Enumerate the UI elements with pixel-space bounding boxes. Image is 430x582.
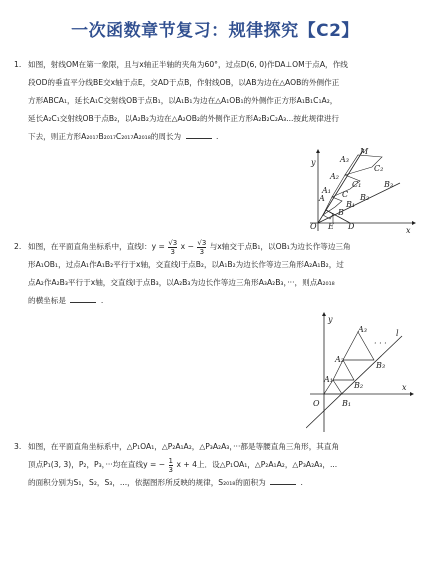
problem-1 (14, 56, 414, 146)
problem-line: 段OD的垂直平分线BE交x轴于点E，交AD于点B，作射线OB，以AB为边在△AOB的外侧作正 (28, 78, 340, 87)
figure-label: C (342, 190, 349, 199)
fraction (197, 239, 206, 256)
problem-text: 的横坐标是 (28, 296, 66, 305)
figure-label: B₃ (376, 361, 386, 370)
problem-2 (14, 238, 414, 310)
figure-label: B₁ (346, 200, 356, 209)
problem-text: 与x轴交于点B₁，以OB₁为边长作等边三角 (209, 242, 351, 251)
figure-label: A (319, 194, 325, 203)
figure-label: B (338, 208, 344, 217)
figure-2 (306, 310, 416, 435)
fraction (168, 239, 177, 256)
answer-blank[interactable] (270, 475, 296, 485)
figure-label: A₂ (335, 355, 344, 364)
figure-label: E (328, 222, 334, 231)
figure-label: · · · (374, 339, 387, 348)
figure-label: A₃ (358, 325, 367, 334)
problem-line (28, 456, 414, 474)
figure-label: B₁ (342, 399, 352, 408)
figure-label: l (396, 329, 399, 338)
figure-label: x (406, 226, 411, 235)
problem-text: . (100, 296, 104, 305)
problem-number: 3. (14, 442, 22, 451)
figure-1 (300, 145, 420, 235)
figure-label: M (360, 147, 369, 156)
problem-number: 2. (14, 242, 22, 251)
figure-label: A₁ (322, 186, 331, 195)
problem-line (28, 238, 414, 256)
problem-line (28, 128, 414, 146)
problem-line: 延长A₂C₁交射线OB于点B₂，以A₂B₂为边在△A₂OB₂的外侧作正方形A₂B₂C₂A₃...按此规律进行 (28, 114, 339, 123)
problem-3 (14, 438, 414, 492)
fraction-numerator: √3 (197, 238, 207, 247)
figure-label: A₃ (340, 155, 349, 164)
problem-line: 方形ABCA₁，延长A₁C交射线OB于点B₁，以A₁B₁为边在△A₁OB₁的外侧作正方形A₁B₁C₁A₂， (28, 96, 338, 105)
problem-line: 如图，射线OM在第一象限，且与x轴正半轴的夹角为60°，过点D(6, 0)作DA⊥OM于点A，作线 (28, 60, 348, 69)
problem-line (28, 292, 414, 310)
figure-label: x (402, 383, 407, 392)
problem-text: 的面积分别为S₁，S₂，S₃，...，依据图形所反映的规律，S₂₀₁₈的面积为 (28, 478, 266, 487)
fraction (169, 457, 173, 474)
problem-text: 如图，在平面直角坐标系中，直线l：y = (28, 242, 165, 251)
problem-text: 顶点P₁(3, 3)，P₂，P₃，···均在直线y = − (28, 460, 166, 469)
fraction-numerator: 1 (168, 456, 174, 465)
problem-line (28, 474, 414, 492)
problem-line: 点A₂作A₂B₃平行于x轴，交直线l于点B₃，以A₂B₃为边长作等边三角形A₃A₂B₃，···，则点A₂₀₁₈ (28, 278, 335, 287)
figure-label: B₃ (384, 180, 394, 189)
problem-line: 如图，在平面直角坐标系中，△P₁OA₁，△P₂A₁A₂，△P₃A₂A₃，···都是等腰直角三角形，其直角 (28, 442, 340, 451)
answer-blank[interactable] (186, 129, 212, 139)
figure-label: A₁ (324, 375, 333, 384)
page-title: 一次函数章节复习：规律探究【C2】 (71, 21, 359, 41)
figure-label: C₁ (352, 180, 362, 189)
fraction-denominator: 3 (168, 247, 177, 256)
fraction-denominator: 3 (197, 247, 206, 256)
problem-text: 下去，则正方形A₂₀₁₇B₂₀₁₇C₂₀₁₇A₂₀₁₈的周长为 (28, 132, 182, 141)
problem-text: x − (180, 242, 194, 251)
figure-label: B₂ (360, 193, 370, 202)
fraction-denominator: 3 (168, 465, 174, 474)
figure-label: A₂ (330, 172, 339, 181)
problem-number: 1. (14, 60, 22, 69)
figure-label: B₂ (354, 381, 364, 390)
figure-label: y (311, 158, 316, 167)
figure-label: C₂ (374, 164, 384, 173)
problem-text: . (215, 132, 219, 141)
answer-blank[interactable] (70, 293, 96, 303)
problem-text: x + 4上．设△P₁OA₁，△P₂A₁A₂，△P₃A₂A₃，... (176, 460, 338, 469)
problem-line: 形A₁OB₁，过点A₁作A₁B₂平行于x轴，交直线l于点B₂，以A₁B₂为边长作等边三角形A₂A₁B₂，过 (28, 260, 344, 269)
fraction-numerator: √3 (168, 238, 178, 247)
figure-label: y (328, 315, 333, 324)
figure-label: O (310, 222, 317, 231)
figure-label: D (348, 222, 355, 231)
figure-label: O (313, 399, 320, 408)
problem-text: . (300, 478, 303, 487)
